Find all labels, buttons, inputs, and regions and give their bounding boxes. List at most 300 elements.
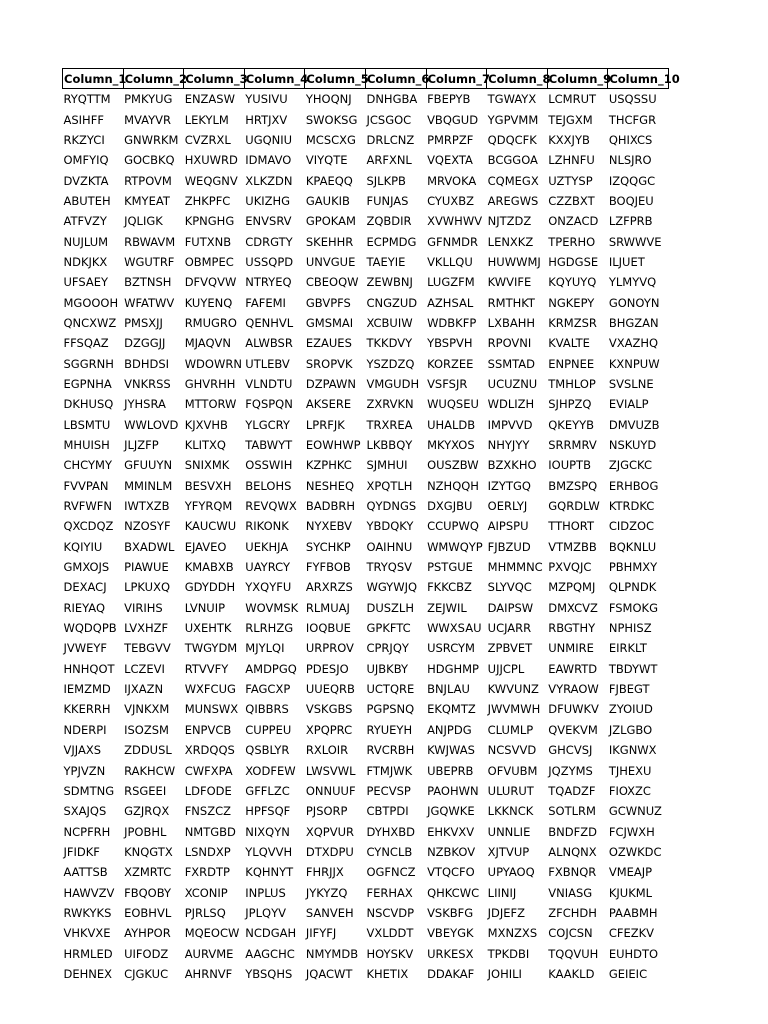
table-cell[interactable]: FSMOKG [608, 600, 658, 615]
table-cell[interactable]: AREGWS [487, 193, 539, 208]
table-cell[interactable]: VBQGUD [427, 112, 479, 127]
table-cell[interactable]: PXVQJC [548, 560, 592, 575]
table-cell[interactable]: USRCYM [427, 641, 475, 656]
table-cell[interactable]: SRRMRV [548, 438, 597, 453]
table-cell[interactable]: MGOOOH [63, 295, 119, 310]
table-cell[interactable]: KVALTE [548, 336, 590, 351]
table-cell[interactable]: MJYLQI [245, 641, 285, 656]
table-cell[interactable]: EUHDTO [608, 946, 659, 961]
column-header[interactable]: Column_10 [608, 69, 669, 89]
table-cell[interactable]: BQKNLU [608, 539, 657, 554]
table-cell[interactable]: LUGZFM [427, 275, 475, 290]
table-cell[interactable]: KTRDKC [608, 499, 655, 514]
column-header[interactable]: Column_1 [63, 69, 124, 89]
table-cell[interactable]: JYKYZQ [305, 885, 348, 900]
table-cell[interactable]: ZQBDIR [366, 214, 412, 229]
table-cell[interactable]: WUQSEU [427, 397, 479, 412]
table-cell[interactable]: HPFSQF [245, 804, 291, 819]
table-cell[interactable]: UJJCPL [487, 661, 525, 676]
table-cell[interactable]: SJHPZQ [548, 397, 592, 412]
table-cell[interactable]: NHYJYY [487, 438, 530, 453]
table-cell[interactable]: FERHAX [366, 885, 413, 900]
table-cell[interactable]: SKEHHR [305, 234, 354, 249]
table-cell[interactable]: TWGYDM [184, 641, 238, 656]
table-cell[interactable]: UGQNIU [245, 132, 293, 147]
table-cell[interactable]: UNNLIE [487, 824, 531, 839]
table-cell[interactable]: JZLGBO [608, 722, 653, 737]
table-cell[interactable]: WWLOVD [124, 417, 179, 432]
table-cell[interactable]: LDFODE [184, 783, 232, 798]
table-cell[interactable]: ZHKPFC [184, 193, 231, 208]
table-cell[interactable]: DVZKTA [63, 173, 109, 188]
table-cell[interactable]: FXBNQR [548, 865, 597, 880]
table-cell[interactable]: YBSQHS [245, 966, 293, 981]
table-cell[interactable]: WFATWV [124, 295, 175, 310]
table-cell[interactable]: RWKYKS [63, 905, 112, 920]
table-cell[interactable]: DTXDPU [305, 844, 354, 859]
table-cell[interactable]: JQZYMS [548, 763, 593, 778]
table-cell[interactable]: ZPBVET [487, 641, 533, 656]
table-cell[interactable]: VSKBFG [427, 905, 474, 920]
table-cell[interactable]: ABUTEH [63, 193, 111, 208]
table-cell[interactable]: BZTNSH [124, 275, 172, 290]
table-cell[interactable]: DFVQVW [184, 275, 237, 290]
table-cell[interactable]: CIDZOC [608, 519, 655, 534]
table-cell[interactable]: GHVRHH [184, 376, 236, 391]
table-cell[interactable]: FJBZUD [487, 539, 531, 554]
table-cell[interactable]: QXCDQZ [63, 519, 114, 534]
table-cell[interactable]: NPHISZ [608, 621, 652, 636]
table-cell[interactable]: IWTXZB [124, 499, 170, 514]
table-cell[interactable]: UTLEBV [245, 356, 290, 371]
table-cell[interactable]: GQRDLW [548, 499, 600, 514]
table-cell[interactable]: HAWVZV [63, 885, 115, 900]
table-cell[interactable]: QIBBRS [245, 702, 289, 717]
table-cell[interactable]: DRLCNZ [366, 132, 415, 147]
table-cell[interactable]: CYNCLB [366, 844, 413, 859]
table-cell[interactable]: YLGCRY [245, 417, 290, 432]
table-cell[interactable]: MJAQVN [184, 336, 231, 351]
table-cell[interactable]: XCBUIW [366, 315, 413, 330]
table-cell[interactable]: RYUEYH [366, 722, 413, 737]
column-header[interactable]: Column_5 [305, 69, 366, 89]
table-cell[interactable]: SSMTAD [487, 356, 536, 371]
table-cell[interactable]: UCTQRE [366, 682, 415, 697]
table-cell[interactable]: GPOKAM [305, 214, 356, 229]
table-cell[interactable]: AYHPOR [124, 926, 171, 941]
table-cell[interactable]: RTVVFY [184, 661, 229, 676]
table-cell[interactable]: NZHQQH [427, 478, 479, 493]
table-cell[interactable]: RVFWFN [63, 499, 112, 514]
table-cell[interactable]: SRWWVE [608, 234, 662, 249]
table-cell[interactable]: AAGCHC [245, 946, 295, 961]
table-cell[interactable]: VJNKXM [124, 702, 170, 717]
column-header[interactable]: Column_2 [123, 69, 184, 89]
table-cell[interactable]: GFFLZC [245, 783, 290, 798]
table-cell[interactable]: KWVIFE [487, 275, 532, 290]
table-cell[interactable]: YLMYVQ [608, 275, 657, 290]
table-cell[interactable]: YXQYFU [245, 580, 292, 595]
table-cell[interactable]: CCUPWQ [427, 519, 479, 534]
table-cell[interactable]: UCJARR [487, 621, 532, 636]
table-cell[interactable]: OGFNCZ [366, 865, 416, 880]
table-cell[interactable]: FUTXNB [184, 234, 232, 249]
table-cell[interactable]: DFUWKV [548, 702, 599, 717]
table-cell[interactable]: MMINLM [124, 478, 173, 493]
column-header[interactable]: Column_3 [184, 69, 245, 89]
table-cell[interactable]: HRTJXV [245, 112, 288, 127]
table-cell[interactable]: OUSZBW [427, 458, 479, 473]
table-cell[interactable]: NYXEBV [305, 519, 353, 534]
table-cell[interactable]: ENPNEE [548, 356, 595, 371]
table-cell[interactable]: EOWHWP [305, 438, 361, 453]
table-cell[interactable]: WWXSAU [427, 621, 482, 636]
table-cell[interactable]: YFYRQM [184, 499, 233, 514]
table-cell[interactable]: ZEWBNJ [366, 275, 413, 290]
table-cell[interactable]: GNWRKM [124, 132, 179, 147]
table-cell[interactable]: IZYTGQ [487, 478, 531, 493]
table-cell[interactable]: UPYAOQ [487, 865, 535, 880]
table-cell[interactable]: JFIDKF [63, 844, 100, 859]
table-cell[interactable]: IKGNWX [608, 743, 657, 758]
table-cell[interactable]: ERHBOG [608, 478, 659, 493]
table-cell[interactable]: URPROV [305, 641, 354, 656]
table-cell[interactable]: HGDGSE [548, 254, 599, 269]
table-cell[interactable]: GMXOJS [63, 560, 110, 575]
table-cell[interactable]: OMFYIQ [63, 153, 109, 168]
table-cell[interactable]: FXRDTP [184, 865, 230, 880]
table-cell[interactable]: SGGRNH [63, 356, 114, 371]
table-cell[interactable]: RLMUAJ [305, 600, 350, 615]
table-cell[interactable]: XJTVUP [487, 844, 530, 859]
table-cell[interactable]: KKERRH [63, 702, 111, 717]
table-cell[interactable]: SYCHKP [305, 539, 351, 554]
table-cell[interactable]: PAOHWN [427, 783, 479, 798]
table-cell[interactable]: SLYVQC [487, 580, 532, 595]
table-cell[interactable]: NCPFRH [63, 824, 111, 839]
table-cell[interactable]: NMYMDB [305, 946, 359, 961]
table-cell[interactable]: VQEXTA [427, 153, 473, 168]
table-cell[interactable]: NSCVDP [366, 905, 415, 920]
table-cell[interactable]: NCDGAH [245, 926, 297, 941]
table-cell[interactable]: NLSJRO [608, 153, 652, 168]
table-cell[interactable]: NCSVVD [487, 743, 537, 758]
table-cell[interactable]: CDRGTY [245, 234, 293, 249]
table-cell[interactable]: SNIXMK [184, 458, 230, 473]
table-cell[interactable]: XLKZDN [245, 173, 293, 188]
table-cell[interactable]: ZYOIUD [608, 702, 653, 717]
table-cell[interactable]: INPLUS [245, 885, 286, 900]
column-header[interactable]: Column_9 [547, 69, 608, 89]
table-cell[interactable]: MQEOCW [184, 926, 240, 941]
table-cell[interactable]: DZGGJJ [124, 336, 166, 351]
table-cell[interactable]: XVWHWV [427, 214, 483, 229]
table-cell[interactable]: IJXAZN [124, 682, 164, 697]
table-cell[interactable]: KPNGHG [184, 214, 235, 229]
table-cell[interactable]: WEQGNV [184, 173, 238, 188]
table-cell[interactable]: EZAUES [305, 336, 352, 351]
table-cell[interactable]: LPKUXQ [124, 580, 171, 595]
table-cell[interactable]: KAUCWU [184, 519, 237, 534]
table-cell[interactable]: DAIPSW [487, 600, 534, 615]
table-cell[interactable]: TRYQSV [366, 560, 412, 575]
table-cell[interactable]: XRDQQS [184, 743, 235, 758]
table-cell[interactable]: ECPMDG [366, 234, 417, 249]
table-cell[interactable]: SOTLRM [548, 804, 596, 819]
table-cell[interactable]: RVCRBH [366, 743, 415, 758]
table-cell[interactable]: WQDQPB [63, 621, 117, 636]
table-cell[interactable]: UNMIRE [548, 641, 594, 656]
table-cell[interactable]: VYRAOW [548, 682, 599, 697]
table-cell[interactable]: RKZYCI [63, 132, 105, 147]
table-cell[interactable]: MUNSWX [184, 702, 239, 717]
table-cell[interactable]: OBMPEC [184, 254, 234, 269]
table-cell[interactable]: TPKDBI [487, 946, 530, 961]
table-cell[interactable]: LBSMTU [63, 417, 111, 432]
table-cell[interactable]: JOHILI [487, 966, 522, 981]
table-cell[interactable]: KLITXQ [184, 438, 226, 453]
table-cell[interactable]: UCUZNU [487, 376, 538, 391]
table-cell[interactable]: LVNUIP [184, 600, 226, 615]
table-cell[interactable]: CBTPDI [366, 804, 409, 819]
table-cell[interactable]: GCWNUZ [608, 804, 662, 819]
table-cell[interactable]: CLUMLP [487, 722, 534, 737]
table-cell[interactable]: ALWBSR [245, 336, 293, 351]
table-cell[interactable]: XPQTLH [366, 478, 413, 493]
table-cell[interactable]: VSKGBS [305, 702, 353, 717]
table-cell[interactable]: ANJPDG [427, 722, 472, 737]
table-cell[interactable]: BZXKHO [487, 458, 537, 473]
table-cell[interactable]: ZXRVKN [366, 397, 414, 412]
table-cell[interactable]: MHMMNC [487, 560, 543, 575]
table-cell[interactable]: ILJUET [608, 254, 645, 269]
table-cell[interactable]: RMUGRO [184, 315, 237, 330]
table-cell[interactable]: BMZSPQ [548, 478, 598, 493]
table-cell[interactable]: MTTORW [184, 397, 237, 412]
table-cell[interactable]: RIKONK [245, 519, 289, 534]
table-cell[interactable]: ZJGCKC [608, 458, 652, 473]
table-cell[interactable]: DYHXBD [366, 824, 415, 839]
table-cell[interactable]: VMGUDH [366, 376, 420, 391]
table-cell[interactable]: DUSZLH [366, 600, 414, 615]
table-cell[interactable]: KJUKML [608, 885, 653, 900]
table-cell[interactable]: OSSWIH [245, 458, 293, 473]
table-cell[interactable]: SXAJQS [63, 804, 107, 819]
table-cell[interactable]: TKKDVY [366, 336, 413, 351]
table-cell[interactable]: LSNDXP [184, 844, 231, 859]
table-cell[interactable]: KXXJYB [548, 132, 590, 147]
table-cell[interactable]: YUSIVU [245, 92, 288, 107]
table-cell[interactable]: VTMZBB [548, 539, 597, 554]
column-header[interactable]: Column_8 [487, 69, 548, 89]
table-cell[interactable]: VLNDTU [245, 376, 293, 391]
table-cell[interactable]: RSGEEI [124, 783, 167, 798]
table-cell[interactable]: LENXKZ [487, 234, 534, 249]
table-cell[interactable]: EVIALP [608, 397, 649, 412]
table-cell[interactable]: RBGTHY [548, 621, 596, 636]
table-cell[interactable]: ZDDUSL [124, 743, 172, 758]
table-cell[interactable]: FHRJJX [305, 865, 344, 880]
table-cell[interactable]: PBHMXY [608, 560, 658, 575]
table-cell[interactable]: ONZACD [548, 214, 599, 229]
table-cell[interactable]: YPJVZN [63, 763, 106, 778]
table-cell[interactable]: NDKJKX [63, 254, 108, 269]
table-cell[interactable]: RXLOIR [305, 743, 349, 758]
table-cell[interactable]: SJLKPB [366, 173, 406, 188]
table-cell[interactable]: WXFCUG [184, 682, 236, 697]
table-cell[interactable]: QSBLYR [245, 743, 290, 758]
table-cell[interactable]: EGPNHA [63, 376, 112, 391]
table-cell[interactable]: JQACWT [305, 966, 353, 981]
table-cell[interactable]: FAFEMI [245, 295, 286, 310]
table-cell[interactable]: CPRJQY [366, 641, 409, 656]
table-cell[interactable]: DDAKAF [427, 966, 475, 981]
table-cell[interactable]: ZEJWIL [427, 600, 467, 615]
table-cell[interactable]: KPAEQQ [305, 173, 353, 188]
table-cell[interactable]: RLRHZG [245, 621, 294, 636]
table-cell[interactable]: FAGCXP [245, 682, 291, 697]
table-cell[interactable]: LZFPRB [608, 214, 653, 229]
table-cell[interactable]: FBEPYB [427, 92, 471, 107]
table-cell[interactable]: FCJWXH [608, 824, 655, 839]
table-cell[interactable]: HXUWRD [184, 153, 238, 168]
table-cell[interactable]: LVXHZF [124, 621, 169, 636]
table-cell[interactable]: HUWWMJ [487, 254, 541, 269]
table-cell[interactable]: GBVPFS [305, 295, 351, 310]
table-cell[interactable]: IZQQGC [608, 173, 656, 188]
table-cell[interactable]: PDESJO [305, 661, 349, 676]
table-cell[interactable]: HDGHMP [427, 661, 479, 676]
table-cell[interactable]: EHKVXV [427, 824, 475, 839]
table-cell[interactable]: JIFYFJ [305, 926, 337, 941]
table-cell[interactable]: VKLLQU [427, 254, 473, 269]
table-cell[interactable]: XPQPRC [305, 722, 353, 737]
table-cell[interactable]: GFNMDR [427, 234, 478, 249]
table-cell[interactable]: WDLIZH [487, 397, 535, 412]
table-cell[interactable]: AZHSAL [427, 295, 474, 310]
table-cell[interactable]: DMVUZB [608, 417, 660, 432]
table-cell[interactable]: PGPSNQ [366, 702, 415, 717]
table-cell[interactable]: DZPAWN [305, 376, 357, 391]
table-cell[interactable]: QENHVL [245, 315, 294, 330]
table-cell[interactable]: CNGZUD [366, 295, 418, 310]
table-cell[interactable]: JVWEYF [63, 641, 108, 656]
table-cell[interactable]: NESHEQ [305, 478, 355, 493]
table-cell[interactable]: GMSMAI [305, 315, 354, 330]
table-cell[interactable]: ASIHFF [63, 112, 104, 127]
table-cell[interactable]: GFUUYN [124, 458, 173, 473]
table-cell[interactable]: URKESX [427, 946, 474, 961]
table-cell[interactable]: IMPVVD [487, 417, 533, 432]
table-cell[interactable]: COJCSN [548, 926, 593, 941]
table-cell[interactable]: UXEHTK [184, 621, 232, 636]
table-cell[interactable]: TQADZF [548, 783, 596, 798]
table-cell[interactable]: VMEAJP [608, 865, 653, 880]
table-cell[interactable]: KAAKLD [548, 966, 595, 981]
table-cell[interactable]: VXAZHQ [608, 336, 659, 351]
table-cell[interactable]: TAEYIE [366, 254, 406, 269]
table-cell[interactable]: IOUPTB [548, 458, 591, 473]
table-cell[interactable]: UUEQRB [305, 682, 355, 697]
table-cell[interactable]: CQMEGX [487, 173, 539, 188]
table-cell[interactable]: VIRIHS [124, 600, 163, 615]
table-cell[interactable]: QKEYYB [548, 417, 595, 432]
table-cell[interactable]: KNQGTX [124, 844, 173, 859]
table-cell[interactable]: PAABMH [608, 905, 658, 920]
table-cell[interactable]: LEKYLM [184, 112, 229, 127]
table-cell[interactable]: TPERHO [548, 234, 596, 249]
table-cell[interactable]: EKQMTZ [427, 702, 476, 717]
table-cell[interactable]: TABWYT [245, 438, 293, 453]
table-cell[interactable]: LKBBQY [366, 438, 413, 453]
table-cell[interactable]: UIFODZ [124, 946, 169, 961]
table-cell[interactable]: GDYDDH [184, 580, 236, 595]
table-cell[interactable]: KWVUNZ [487, 682, 539, 697]
table-cell[interactable]: NZBKOV [427, 844, 476, 859]
table-cell[interactable]: KQHNYT [245, 865, 294, 880]
table-cell[interactable]: CHCYMY [63, 458, 112, 473]
table-cell[interactable]: BESVXH [184, 478, 232, 493]
table-cell[interactable]: PECVSP [366, 783, 411, 798]
table-cell[interactable]: DEXACJ [63, 580, 107, 595]
table-cell[interactable]: UBEPRB [427, 763, 474, 778]
table-cell[interactable]: LZHNFU [548, 153, 595, 168]
table-cell[interactable]: MKYXOS [427, 438, 475, 453]
table-cell[interactable]: DKHUSQ [63, 397, 114, 412]
table-cell[interactable]: VBEYGK [427, 926, 474, 941]
table-cell[interactable]: GOCBKQ [124, 153, 175, 168]
table-cell[interactable]: CZZBXT [548, 193, 595, 208]
table-cell[interactable]: NZOSYF [124, 519, 171, 534]
table-cell[interactable]: SJMHUI [366, 458, 408, 473]
table-cell[interactable]: LPRFJK [305, 417, 345, 432]
table-cell[interactable]: HOYSKV [366, 946, 414, 961]
table-cell[interactable]: SVSLNE [608, 376, 654, 391]
table-cell[interactable]: TJHEXU [608, 763, 652, 778]
table-cell[interactable]: NTRYEQ [245, 275, 292, 290]
table-cell[interactable]: RTPOVM [124, 173, 172, 188]
table-cell[interactable]: RYQTTM [63, 92, 111, 107]
column-header[interactable]: Column_7 [426, 69, 487, 89]
table-cell[interactable]: VXLDDT [366, 926, 414, 941]
table-cell[interactable]: CYUXBZ [427, 193, 474, 208]
table-cell[interactable]: NIXQYN [245, 824, 290, 839]
table-cell[interactable]: GEIEIC [608, 966, 648, 981]
table-cell[interactable]: TBDYWT [608, 661, 658, 676]
table-cell[interactable]: JWVMWH [487, 702, 541, 717]
table-cell[interactable]: LIINIJ [487, 885, 517, 900]
table-cell[interactable]: USQSSU [608, 92, 657, 107]
table-cell[interactable]: IEMZMD [63, 682, 111, 697]
table-cell[interactable]: JCSGOC [366, 112, 412, 127]
table-cell[interactable]: TTHORT [548, 519, 594, 534]
table-cell[interactable]: QDQCFK [487, 132, 537, 147]
table-cell[interactable]: YBSPVH [427, 336, 473, 351]
table-cell[interactable]: DMXCVZ [548, 600, 598, 615]
table-cell[interactable]: FKKCBZ [427, 580, 472, 595]
table-cell[interactable]: FNSZCZ [184, 804, 231, 819]
table-cell[interactable]: UAYRCY [245, 560, 290, 575]
table-cell[interactable]: FFSQAZ [63, 336, 109, 351]
table-cell[interactable]: USSQPD [245, 254, 294, 269]
table-cell[interactable]: BADBRH [305, 499, 356, 514]
table-cell[interactable]: WDOWRN [184, 356, 242, 371]
table-cell[interactable]: AIPSPU [487, 519, 529, 534]
table-cell[interactable]: UNVGUE [305, 254, 356, 269]
table-cell[interactable]: BXADWL [124, 539, 175, 554]
table-cell[interactable]: WMWQYP [427, 539, 483, 554]
table-cell[interactable]: KRMZSR [548, 315, 597, 330]
